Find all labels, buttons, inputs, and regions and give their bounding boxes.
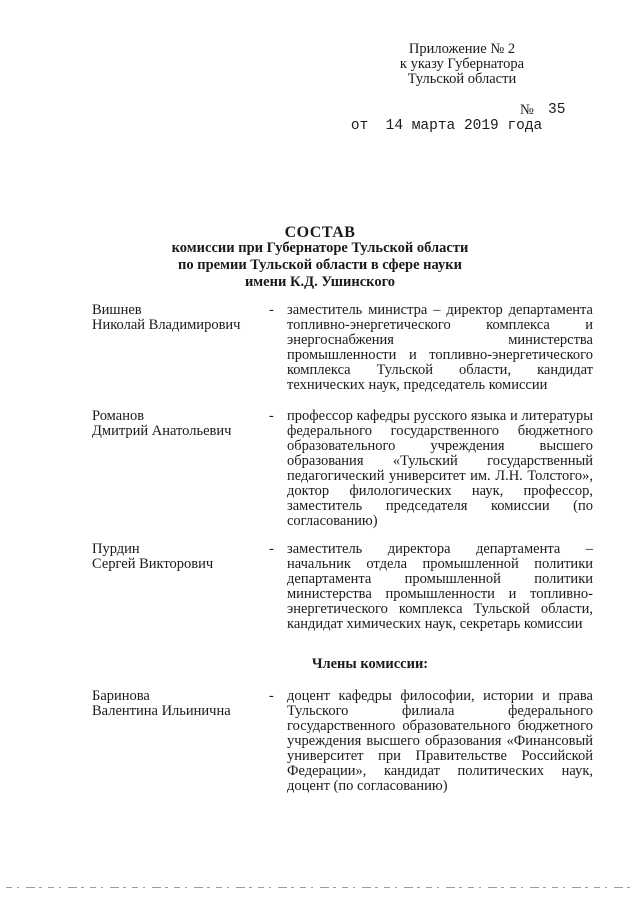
member-dash: - [269,541,274,557]
member-dash: - [269,302,274,318]
subtitle-line-3: имени К.Д. Ушинского [244,274,396,290]
decree-date: 14 марта 2019 года [385,118,543,134]
subtitle-line-1: комиссии при Губернаторе Тульской области [171,240,469,256]
document-title: СОСТАВ [284,224,356,241]
member-name [92,303,262,333]
date-prefix: от [350,118,369,134]
member-given-names: Валентина Ильинична [92,703,231,719]
subtitle-line-2: по премии Тульской области в сфере науки [178,257,462,273]
decree-dateline [316,102,566,182]
number-sign: № [520,102,534,118]
member-name [92,542,262,572]
member-surname: Баринова [92,688,150,704]
appendix-header [372,42,552,87]
appendix-line-1: Приложение № 2 [408,41,516,57]
member-dash: - [269,408,274,424]
appendix-line-2: к указу Губернатора [399,56,525,72]
document-subtitle [0,240,640,291]
member-role: заместитель министра – директор департамента топливно-энергетического комплекса и энергоснабжения министерства промышленности и топливно-энергетического комплекса Тульской области, кандидат технических наук, председатель комиссии [287,302,593,393]
member-given-names: Дмитрий Анатольевич [92,423,232,439]
member-name [92,409,262,439]
member-role: заместитель директора департамента – начальник отдела промышленной политики департамента промышленной политики министерства промышленности и топливно-энергетического комплекса Тульской области, кандидат химических наук, секретарь комиссии [287,541,593,632]
member-surname: Вишнев [92,302,142,318]
scan-artifact-line [0,886,640,889]
member-given-names: Сергей Викторович [92,556,214,572]
member-surname: Пурдин [92,541,140,557]
member-surname: Романов [92,408,145,424]
member-role: доцент кафедры философии, истории и права Тульского филиала федерального государственного образовательного бюджетного учреждения высшего образования «Финансовый университет при Правительстве Российской Федерации», кандидат политических наук, доцент (по согласованию) [287,688,593,794]
members-section-heading: Члены комиссии: [311,656,429,672]
decree-number: 35 [548,102,566,118]
member-name [92,689,262,719]
member-dash: - [269,688,274,704]
appendix-line-3: Тульской области [407,71,517,87]
member-given-names: Николай Владимирович [92,317,241,333]
member-role: профессор кафедры русского языка и литературы федерального государственного бюджетного образовательного учреждения высшего образования «Тульский государственный педагогический университет им. Л.Н. Толстого», доктор филологических наук, профессор, заместитель председателя комиссии (по согласованию) [287,408,593,529]
